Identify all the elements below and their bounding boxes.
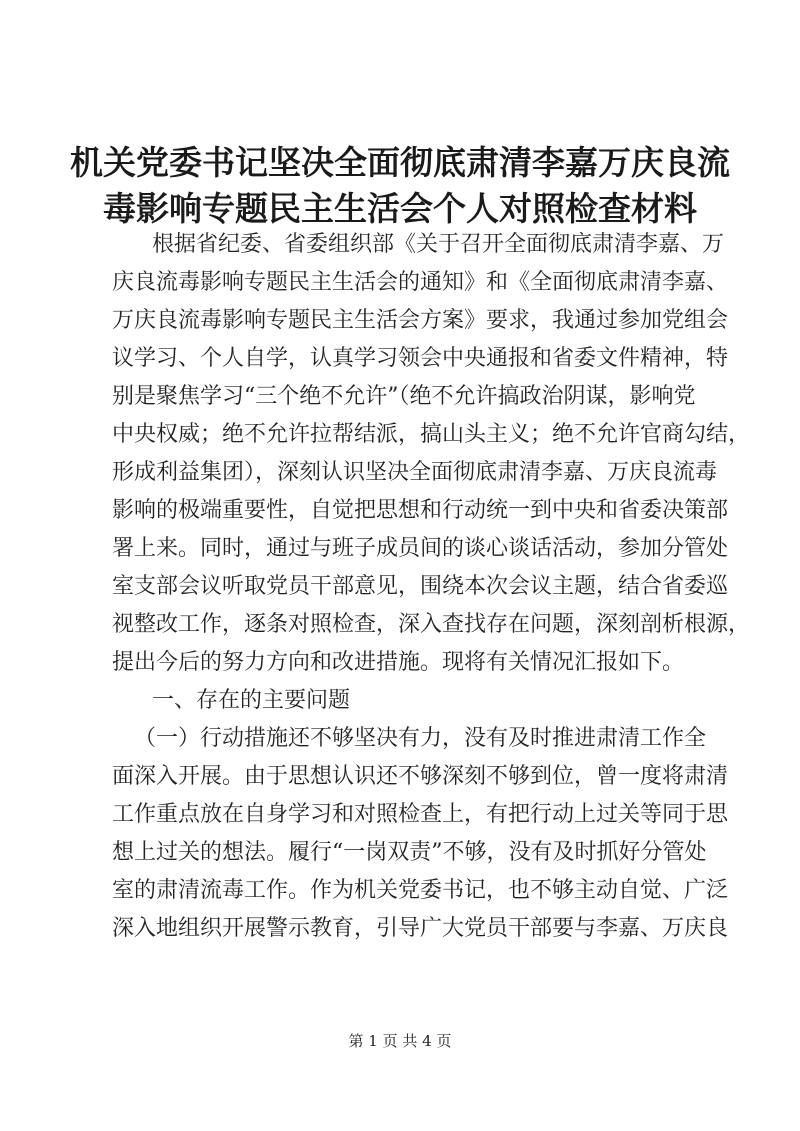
body-line-16: 工作重点放在自身学习和对照检查上，有把行动上过关等同于思 bbox=[112, 802, 729, 827]
body-line-10: 室支部会议听取党员干部意见，围绕本次会议主题，结合省委巡 bbox=[112, 574, 729, 599]
body-line-12: 提出今后的努力方向和改进措施。现将有关情况汇报如下。 bbox=[112, 650, 685, 675]
body-line-6: 中央权威；绝不允许拉帮结派，搞山头主义；绝不允许官商勾结， bbox=[112, 422, 751, 447]
body-line-1: 根据省纪委、省委组织部《关于召开全面彻底肃清李嘉、万 bbox=[152, 232, 725, 257]
document-title bbox=[70, 140, 730, 232]
body-line-8: 影响的极端重要性，自觉把思想和行动统一到中央和省委决策部 bbox=[112, 498, 729, 523]
body-line-2: 庆良流毒影响专题民主生活会的通知》和《全面彻底肃清李嘉、 bbox=[112, 270, 729, 295]
body-line-11: 视整改工作，逐条对照检查，深入查找存在问题，深刻剖析根源， bbox=[112, 612, 751, 637]
body-line-7: 形成利益集团），深刻认识坚决全面彻底肃清李嘉、万庆良流毒 bbox=[112, 460, 718, 485]
body-line-19: 深入地组织开展警示教育，引导广大党员干部要与李嘉、万庆良 bbox=[112, 916, 729, 941]
body-line-15: 面深入开展。由于思想认识还不够深刻不够到位，曾一度将肃清 bbox=[112, 764, 729, 789]
body-line-3: 万庆良流毒影响专题民主生活会方案》要求，我通过参加党组会 bbox=[112, 308, 729, 333]
body-line-17: 想上过关的想法。履行“一岗双责”不够，没有及时抓好分管处 bbox=[112, 840, 707, 865]
body-line-9: 署上来。同时，通过与班子成员间的谈心谈话活动，参加分管处 bbox=[112, 536, 729, 561]
document-body bbox=[112, 226, 751, 948]
body-line-14: （一）行动措施还不够坚决有力，没有及时推进肃清工作全 bbox=[134, 726, 707, 751]
title-line-1: 机关党委书记坚决全面彻底肃清李嘉万庆良流 bbox=[70, 143, 730, 182]
section-heading: 一、存在的主要问题 bbox=[152, 688, 351, 713]
body-line-5: 别是聚焦学习“三个绝不允许”（绝不允许搞政治阴谋，影响党 bbox=[112, 384, 696, 409]
page-number-footer: 第 1 页 共 4 页 bbox=[348, 1032, 452, 1050]
title-line-2: 毒影响专题民主生活会个人对照检查材料 bbox=[103, 189, 697, 228]
body-line-18: 室的肃清流毒工作。作为机关党委书记，也不够主动自觉、广泛 bbox=[112, 878, 729, 903]
body-line-4: 议学习、个人自学，认真学习领会中央通报和省委文件精神，特 bbox=[112, 346, 729, 371]
